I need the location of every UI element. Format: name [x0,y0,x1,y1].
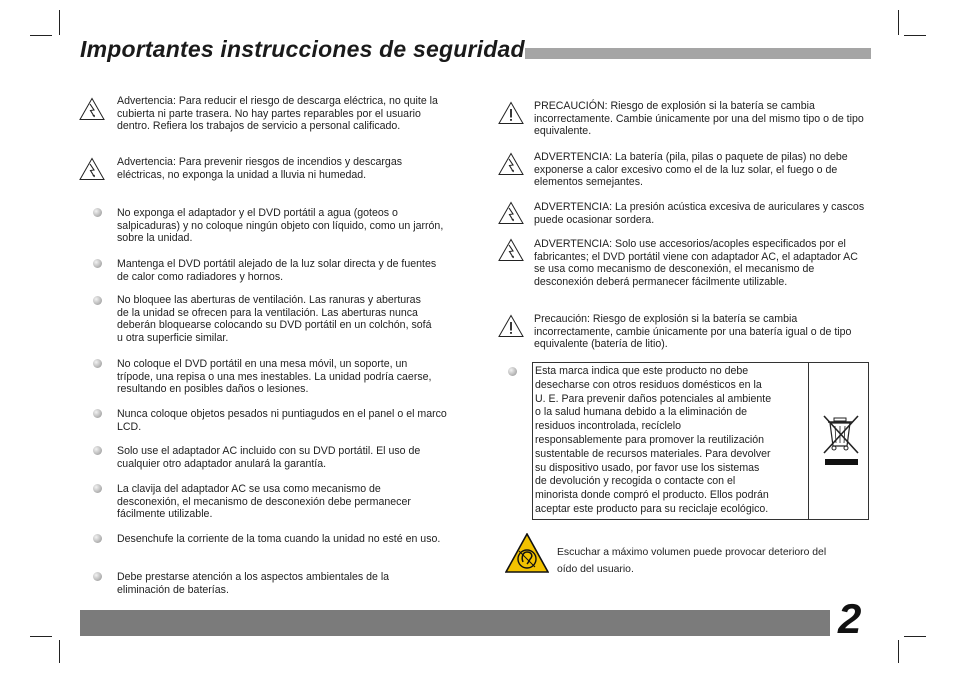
safety-item-text: No exponga el adaptador y el DVD portátil a agua (goteos o salpicaduras) y no coloque ningún objeto con líquido, como un jarrón, sobre la unidad. [117,207,444,245]
warning-text [534,100,867,138]
warning-exclamation-icon [498,314,524,338]
bullet-icon [93,409,102,418]
warning-exclamation-icon [498,101,524,125]
hearing-warning-icon [505,533,549,573]
warning-lightning-icon [498,152,524,176]
weee-line: de devolución y recogida o contacte con el [535,475,736,488]
weee-line: desecharse con otros residuos domésticos en la [535,378,762,391]
warning-lightning-icon [498,201,524,225]
warning-lightning-icon [79,97,105,121]
hearing-line: oído del usuario. [557,563,634,575]
safety-item-text: No coloque el DVD portátil en una mesa móvil, un soporte, un trípode, una repisa o una mes inestables. La unidad podría caerse, resultando en posibles daños o lesiones. [117,358,432,396]
bullet-icon [93,534,102,543]
warning-text [117,95,450,133]
title-bar [525,48,871,59]
footer-bar [80,610,830,636]
warning-text-content: ADVERTENCIA: La presión acústica excesiva de auriculares y cascos puede ocasionar sordera. [534,201,865,226]
crop-mark [59,10,60,35]
bullet-icon [93,296,102,305]
crop-mark [30,636,52,637]
crop-mark [898,10,899,35]
warning-text-content: Advertencia: Para prevenir riesgos de incendios y descargas eléctricas, no exponga la unidad a lluvia ni humedad. [117,156,403,181]
bullet-icon [93,208,102,217]
crop-mark [904,636,926,637]
warning-text-content: ADVERTENCIA: La batería (pila, pilas o paquete de pilas) no debe exponerse a calor excesivo como el de la luz solar, el fuego o de elementos semejantes. [534,151,848,189]
weee-line: aceptar este producto para su reciclaje ecológico. [535,502,769,515]
warning-text [534,201,867,226]
weee-divider [808,363,809,519]
safety-item [117,571,439,596]
safety-item [117,258,447,283]
safety-item [117,358,439,396]
weee-line: Esta marca indica que este producto no debe [535,365,749,377]
weee-line: U. E. Para prevenir daños potenciales al ambiente [535,392,772,405]
warning-text-content: PRECAUCIÓN: Riesgo de explosión si la batería se cambia incorrectamente. Cambie únicamente por una del mismo tipo o de tipo equivalente. [534,100,864,138]
warning-text-content: Precaución: Riesgo de explosión si la batería se cambia incorrectamente, cambie únicamente por una batería igual o de tipo equivalente (batería de litio). [534,313,852,351]
safety-item-text: Debe prestarse atención a los aspectos ambientales de la eliminación de baterías. [117,571,390,596]
warning-text-content: Advertencia: Para reducir el riesgo de descarga eléctrica, no quite la cubierta ni parte trasera. No hay partes reparables por el usuario dentro. Refiera los trabajos de servicio a personal calificado. [117,95,438,133]
safety-item [117,294,435,344]
warning-text [534,238,867,288]
hearing-warning-text [557,545,857,578]
page-number: 2 [838,595,862,642]
crop-mark [30,35,52,36]
safety-item-text: Desenchufe la corriente de la toma cuando la unidad no esté en uso. [117,533,441,545]
safety-item [117,207,447,245]
warning-lightning-icon [79,157,105,181]
bullet-icon [93,484,102,493]
weee-line: residuos incontrolada, recíclelo [535,420,682,433]
weee-line: sustentable de recursos materiales. Para devolver [535,447,771,460]
warning-text-content: ADVERTENCIA: Solo use accesorios/acoples especificados por el fabricantes; el DVD portátil viene con adaptador AC, el adaptador AC se usa como mecanismo de desconexión, el mecanismo de desconexión deberá permanecer fácilmente utilizable. [534,238,858,288]
safety-item [117,445,435,470]
bullet-icon [93,359,102,368]
bullet-icon [93,446,102,455]
warning-text [117,156,417,181]
safety-item [117,483,417,521]
weee-line: responsablemente para promover la reutilización [535,433,765,446]
safety-item-text: Nunca coloque objetos pesados ni puntiagudos en el panel o el marco LCD. [117,408,447,433]
crop-mark [898,640,899,663]
safety-item-text: Mantenga el DVD portátil alejado de la luz solar directa y de fuentes de calor como radiadores y hornos. [117,258,437,283]
page-title: Importantes instrucciones de seguridad [80,36,525,62]
bullet-icon [508,367,517,376]
weee-notice-text [535,365,807,517]
warning-text [534,313,867,351]
safety-item-text: La clavija del adaptador AC se usa como mecanismo de desconexión, el mecanismo de desconexión debe permanecer fácilmente utilizable. [117,483,411,521]
warning-text [534,151,867,189]
safety-item-text: No bloquee las aberturas de ventilación. Las ranuras y aberturas de la unidad se ofrecen para la ventilación. Las aberturas nunca deberán bloquearse colocando su DVD portátil en un colchón, sofá u otra superficie similar. [117,294,432,344]
hearing-line: Escuchar a máximo volumen puede provocar deterioro del [557,547,827,558]
weee-line: su dispositivo usado, por favor use los sistemas [535,461,760,474]
weee-line: minorista donde compró el producto. Ellos podrán [535,489,769,502]
safety-item-text: Solo use el adaptador AC incluido con su DVD portátil. El uso de cualquier otro adaptador anulará la garantía. [117,445,421,470]
crop-mark [904,35,926,36]
weee-notice-box [532,362,869,520]
bullet-icon [93,259,102,268]
warning-lightning-icon [498,238,524,262]
safety-item [117,533,450,546]
crossed-bin-icon [823,413,861,469]
safety-item [117,408,450,433]
weee-line: o la salud humana debido a la eliminación de [535,406,748,419]
bullet-icon [93,572,102,581]
crop-mark [59,640,60,663]
